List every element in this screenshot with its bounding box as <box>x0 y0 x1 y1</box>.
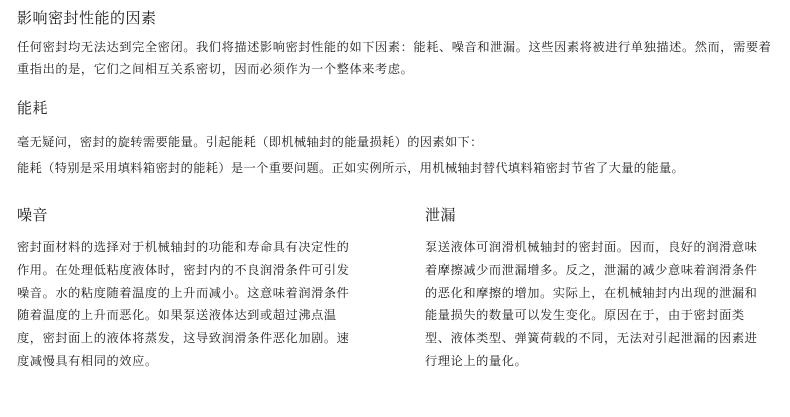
energy-heading: 能耗 <box>17 99 49 117</box>
page-title: 影响密封性能的因素 <box>17 9 157 27</box>
intro-paragraph: 任何密封均无法达到完全密闭。我们将描述影响密封性能的如下因素：能耗、噪音和泄漏。这些因素将被进行单独描述。然而，需要着重指出的是，它们之间相互关系密切，因而必须作为一个整体来考虑。 <box>17 40 772 76</box>
leakage-heading: 泄漏 <box>425 206 457 224</box>
leakage-paragraph: 泵送液体可润滑机械轴封的密封面。因而，良好的润滑意味着摩擦减少而泄漏增多。反之，泄漏的减少意味着润滑条件的恶化和摩擦的增加。实际上，在机械轴封内出现的泄漏和能量损失的数量可以发生变化。原因在于，由于密封面类型、液体类型、弹簧荷载的不同，无法对引起泄漏的因素进行理论上的量化。 <box>425 240 758 368</box>
energy-paragraph-1: 毫无疑问，密封的旋转需要能量。引起能耗（即机械轴封的能量损耗）的因素如下： <box>17 135 483 149</box>
noise-heading: 噪音 <box>17 206 49 224</box>
energy-paragraph-2: 能耗（特别是采用填料箱密封的能耗）是一个重要问题。正如实例所示，用机械轴封替代填料箱密封节省了大量的能量。 <box>17 161 685 175</box>
noise-paragraph: 密封面材料的选择对于机械轴封的功能和寿命具有决定性的作用。在处理低粘度液体时，密封内的不良润滑条件可引发噪音。水的粘度随着温度的上升而减小。这意味着润滑条件随着温度的上升而恶化。如果泵送液体达到或超过沸点温度，密封面上的液体将蒸发，这导致润滑条件恶化加剧。速度减慢具有相同的效应。 <box>17 240 350 368</box>
